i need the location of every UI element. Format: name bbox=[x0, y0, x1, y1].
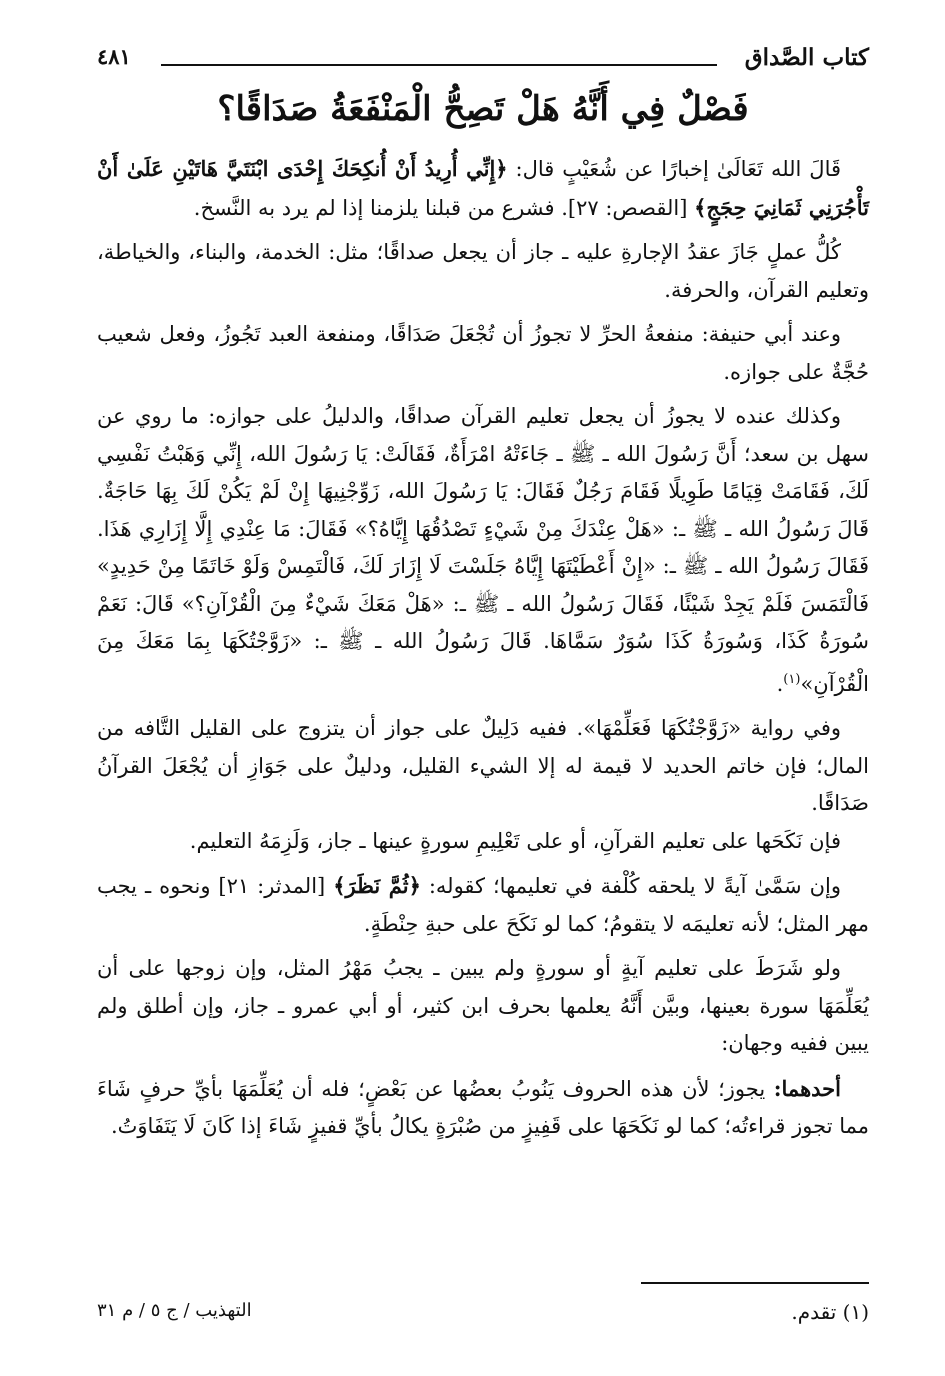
footnote-rule bbox=[641, 1282, 869, 1284]
paragraph-2: كُلُّ عملٍ جَازَ عقدُ الإجارةِ عليه ـ جاز أن يجعل صداقًا؛ مثل: الخدمة، والبناء، والخياطة، وتعليم القرآن، والحرفة. bbox=[97, 240, 869, 302]
paragraph-4: وكذلك عنده لا يجوزُ أن يجعل تعليم القرآن صداقًا، والدليلُ على جوازه: ما روي عن سهل بن سعد؛ أَنَّ رَسُولَ الله ـ ﷺ ـ جَاءَتْهُ امْرَأَةٌ، فَقَالَتْ: يَا رَسُولَ الله، إِنِّي وَهَبْتُ نَفْسِي لَكَ، فَقَامَتْ قِيَامًا طَوِيلًا فَقَامَ رَجُلٌ فَقَالَ: يَا رَسُولَ الله، زَوِّجْنِيهَا إِنْ لَمْ يَكُنْ لَكَ بِهَا حَاجَةٌ. قَالَ رَسُولُ الله ـ ﷺ ـ: «هَلْ عِنْدَكَ مِنْ شَيْءٍ تَصْدُقُهَا إِيَّاهُ؟» فَقَالَ: مَا عِنْدِي إِلَّا إِزَارِي هَذَا. فَقَالَ رَسُولُ الله ـ ﷺ ـ: «إِنْ أَعْطَيْتَهَا إِيَّاهُ جَلَسْتَ لَا إِزَارَ لَكَ، فَالْتَمِسْ وَلَوْ خَاتَمًا مِنْ حَدِيدٍ» فَالْتَمَسَ فَلَمْ يَجِدْ شَيْئًا، فَقَالَ رَسُولُ الله ـ ﷺ ـ: «هَلْ مَعَكَ شَيْءٌ مِنَ الْقُرْآنِ؟» قَالَ: نَعَمْ سُورَةُ كَذَا، وَسُورَةُ كَذَا سُوَرٌ سَمَّاهَا. قَالَ رَسُولُ الله ـ ﷺ ـ: «زَوَّجْتُكَهَا بِمَا مَعَكَ مِنَ الْقُرْآنِ»$^{(١)}$. bbox=[97, 404, 869, 696]
header-rule bbox=[161, 64, 717, 66]
hadith-sahl: وكذلك عنده لا يجوزُ أن يجعل تعليم القرآن صداقًا، والدليلُ على جوازه: ما روي عن سهل بن سعد؛ أَنَّ رَسُولَ الله ـ ﷺ ـ جَاءَتْهُ امْرَأَةٌ، فَقَالَتْ: يَا رَسُولَ الله، إِنِّي وَهَبْتُ نَفْسِي لَكَ، فَقَامَتْ قِيَامًا طَوِيلًا فَقَامَ رَجُلٌ فَقَالَ: يَا رَسُولَ الله، زَوِّجْنِيهَا إِنْ لَمْ يَكُنْ لَكَ بِهَا حَاجَةٌ. قَالَ رَسُولُ الله ـ ﷺ ـ: «هَلْ عِنْدَكَ مِنْ شَيْءٍ تَصْدُقُهَا إِيَّاهُ؟» فَقَالَ: مَا عِنْدِي إِلَّا إِزَارِي هَذَا. فَقَالَ رَسُولُ الله ـ ﷺ ـ: «إِنْ أَعْطَيْتَهَا إِيَّاهُ جَلَسْتَ لَا إِزَارَ لَكَ، فَالْتَمِسْ وَلَوْ خَاتَمًا مِنْ حَدِيدٍ» فَالْتَمَسَ فَلَمْ يَجِدْ شَيْئًا، فَقَالَ رَسُولُ الله ـ ﷺ ـ: «هَلْ مَعَكَ شَيْءٌ مِنَ الْقُرْآنِ؟» قَالَ: نَعَمْ سُورَةُ كَذَا، وَسُورَةُ كَذَا سُوَرٌ سَمَّاهَا. قَالَ رَسُولُ الله ـ ﷺ ـ: «زَوَّجْتُكَهَا بِمَا مَعَكَ مِنَ الْقُرْآنِ» bbox=[97, 404, 869, 696]
page-header bbox=[97, 40, 869, 80]
paragraph-6: فإن نَكَحَها على تعليم القرآنِ، أو على تَعْلِيمِ سورةٍ عينها ـ جاز، وَلَزِمَهُ التعليم. bbox=[189, 828, 841, 853]
footnote: (١) تقدم. bbox=[791, 1300, 869, 1324]
running-title: كتاب الصَّداق bbox=[744, 44, 869, 71]
paragraph-1-rest: [القصص: ٢٧]. فشرع من قبلنا يلزمنا إذا لم يرد به النَّسخ. bbox=[193, 195, 695, 220]
page-number: ٤٨١ bbox=[97, 44, 131, 69]
chapter-title: فَصْلٌ فِي أَنَّهُ هَلْ تَصِحُّ الْمَنْفَعَةُ صَدَاقًا؟ bbox=[217, 89, 749, 129]
paragraph-8: ولو شَرَطَ على تعليم آيةٍ أو سورةٍ ولم يبين ـ يجبُ مَهْرُ المثل، وإن زوجها على أن يُعَلِّمَهَا سورة بعينها، وبيَّن أَنَّهُ يعلمها بحرف ابن كثير، أو أبي عمرو ـ جاز، وإن أطلق ولم يبين ففيه وجهان: bbox=[97, 956, 869, 1055]
quran-verse-muddaththir: ﴿ثُمَّ نَظَرَ﴾ bbox=[333, 873, 421, 898]
paragraph-7-intro: وإن سَمَّىٰ آيةً لا يلحقه كُلْفة في تعليمها؛ كقوله: bbox=[420, 874, 841, 898]
first-opinion-label: أحدهما: bbox=[773, 1075, 841, 1101]
paragraph-3: وعند أبي حنيفة: منفعةُ الحرِّ لا تجوزُ أن تُجْعَلَ صَدَاقًا، ومنفعة العبد تَجُوزُ، وفعل شعيب حُجَّةٌ على جوازه. bbox=[97, 322, 869, 384]
paragraph-7 bbox=[97, 867, 869, 943]
paragraph-5: وفي رواية «زَوَّجْتُكَهَا فَعَلِّمْهَا». ففيه دَلِيلٌ على جواز أن يتزوج على القليل التَّافه من المال؛ فإن خاتم الحديد لا قيمة له إلا الشيء القليل، ودليلٌ على جَوَازِ أن يُجْعَلَ القرآنُ صَدَاقًا. bbox=[97, 716, 869, 815]
paragraph-1 bbox=[97, 150, 869, 227]
footnote-ref: (١) bbox=[783, 671, 801, 687]
body-text bbox=[97, 150, 869, 1153]
paragraph-9 bbox=[97, 1070, 869, 1146]
paragraph-7-rest: [المدثر: ٢١] ونحوه ـ يجب مهر المثل؛ لأنه تعليمَه لا يتقومُ؛ كما لو نَكَحَ على حبةِ حِنْطَةٍ. bbox=[97, 874, 869, 936]
print-signature: التهذيب / ج ٥ / م ٣١ bbox=[97, 1300, 252, 1321]
quran-verse-qasas: ﴿إِنِّي أُرِيدُ أَنْ أُنكِحَكَ إِحْدَى ابْنَتَيَّ هَاتَيْنِ عَلَىٰ أَنْ تَأْجُرَنِي ثَمَانِيَ حِجَجٍ﴾ bbox=[97, 156, 869, 220]
first-opinion-text: يجوز؛ لأن هذه الحروف يَنُوبُ بعضُها عن بَعْضٍ؛ فله أن يُعَلِّمَهَا بأيِّ حرفٍ شَاءَ مما تجوز قراءتُه؛ كما لو نَكَحَهَا على قَفِيزٍ من صُبْرَةٍ يكالُ بأيِّ قفيزٍ شَاءَ إذا كَانَ لَا يَتَفَاوَتُ. bbox=[97, 1076, 869, 1138]
paragraph-1-intro: قَالَ الله تَعَالَىٰ إخبارًا عن شُعَيْبٍ قال: bbox=[507, 157, 842, 181]
